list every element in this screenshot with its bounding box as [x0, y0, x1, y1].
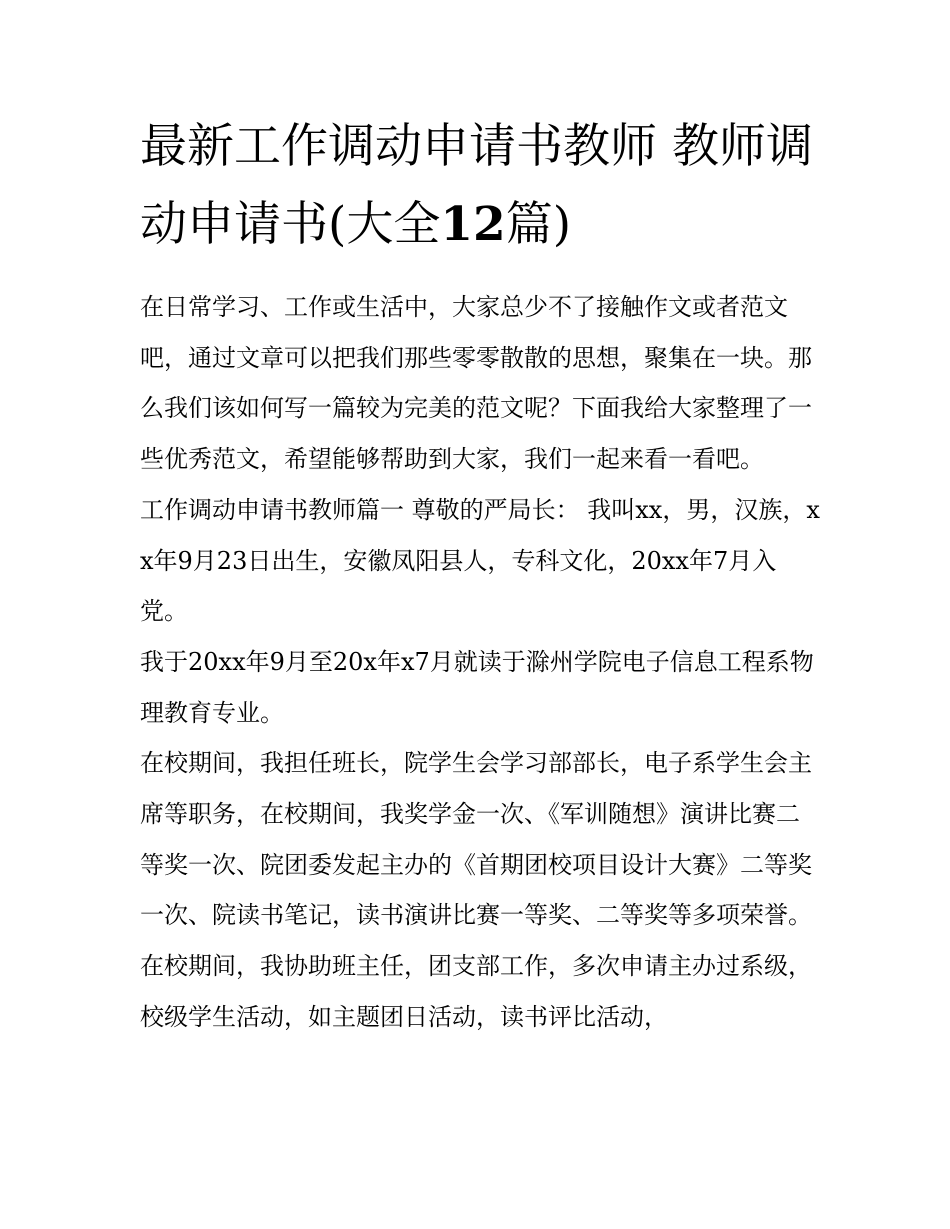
paragraph-education: 我于20xx年9月至20x年x7月就读于滁州学院电子信息工程系物理教育专业。	[140, 647, 814, 727]
paragraph-intro: 在日常学习、工作或生活中，大家总少不了接触作文或者范文吧，通过文章可以把我们那些零零散散的思想，聚集在一块。那么我们该如何写一篇较为完美的范文呢？下面我给大家整理了一些优秀范文，希望能够帮助到大家，我们一起来看一看吧。	[140, 293, 812, 474]
title-text-part1: 最新工作调动申请书教师 教师调动申请书(大全	[140, 119, 813, 252]
paragraph-school-experience: 在校期间，我担任班长，院学生会学习部部长，电子系学生会主席等职务，在校期间，我奖学金一次、《军训随想》演讲比赛二等奖一次、院团委发起主办的《首期团校项目设计大赛》二等奖一次、院读书笔记，读书演讲比赛一等奖、二等奖等多项荣誉。在校期间，我协助班主任，团支部工作，多次申请主办过系级，校级学生活动，如主题团日活动，读书评比活动，	[140, 749, 812, 1031]
document-page	[140, 108, 820, 1043]
paragraph-letter-opening: 工作调动申请书教师篇一 尊敬的严局长： 我叫xx，男，汉族，xx年9月23日出生，安徽凤阳县人，专科文化，20xx年7月入党。	[140, 495, 820, 626]
title-text-part2: 篇)	[505, 197, 572, 252]
title-number: 12	[440, 197, 506, 252]
document-title	[140, 108, 820, 264]
